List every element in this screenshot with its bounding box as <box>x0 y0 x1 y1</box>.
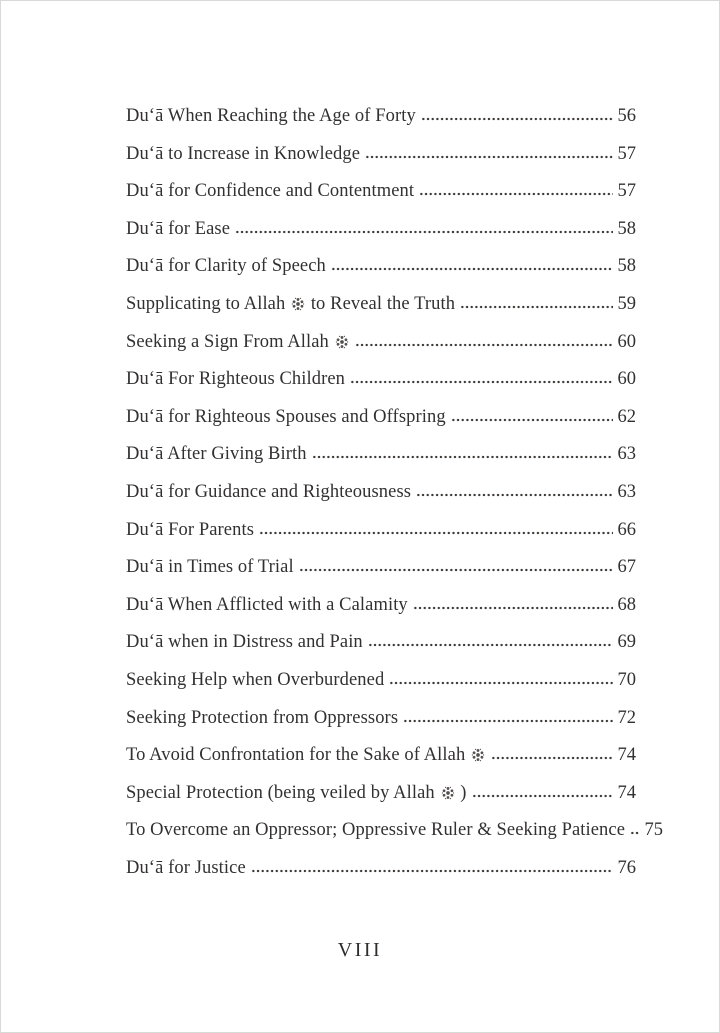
toc-entry <box>126 211 636 249</box>
toc-entry <box>126 136 636 174</box>
toc-entry <box>126 474 636 512</box>
toc-entry-page: 56 <box>617 106 636 126</box>
allah-honorific-icon <box>291 297 305 311</box>
toc-entry-title: Du‘ā when in Distress and Pain <box>126 632 363 653</box>
toc-entry-title: Seeking a Sign From Allah <box>126 324 350 362</box>
toc-entry-title: Du‘ā for Confidence and Contentment <box>126 181 415 202</box>
dot-leader <box>389 681 613 685</box>
dot-leader <box>299 568 613 572</box>
toc-entry-page: 66 <box>617 519 636 540</box>
toc-entry-page: 74 <box>617 782 636 803</box>
dot-leader <box>251 869 613 873</box>
toc-entry-title: Du‘ā When Reaching the Age of Forty <box>126 106 416 126</box>
toc-entry <box>126 324 636 362</box>
toc-entry-page: 75 <box>644 820 664 841</box>
toc-entry <box>126 737 636 775</box>
toc-entry <box>126 624 636 662</box>
toc-entry-title: Du‘ā After Giving Birth <box>126 444 307 465</box>
toc-entry-title: Du‘ā in Times of Trial <box>126 557 294 578</box>
toc-entry-title: Du‘ā to Increase in Knowledge <box>126 143 361 164</box>
page-number-footer: VIII <box>337 939 383 961</box>
allah-honorific-icon <box>471 748 485 762</box>
dot-leader <box>235 230 613 234</box>
toc-entry-title: Du‘ā For Parents <box>126 519 254 540</box>
dot-leader <box>259 531 613 535</box>
allah-honorific-icon <box>441 786 455 800</box>
toc-entry <box>126 700 636 738</box>
dot-leader <box>460 305 613 309</box>
toc-entry <box>126 587 636 625</box>
dot-leader <box>451 418 613 422</box>
toc-entry <box>126 361 636 399</box>
toc-entry-page: 60 <box>617 369 636 390</box>
toc-entry <box>126 399 636 437</box>
toc-entry-page: 57 <box>617 181 636 202</box>
toc-entry-title: Supplicating to Allah to Reveal the Truth <box>126 293 456 314</box>
dot-leader <box>630 831 640 835</box>
dot-leader <box>365 155 613 159</box>
toc-entry <box>126 775 636 813</box>
toc-entry-title: Du‘ā for Justice <box>126 857 246 878</box>
toc-entry-page: 68 <box>617 594 636 615</box>
allah-honorific-icon <box>335 335 349 349</box>
toc-entry <box>126 812 664 850</box>
toc-entry-title: Du‘ā for Righteous Spouses and Offspring <box>126 406 446 427</box>
dot-leader <box>472 794 614 798</box>
dot-leader <box>355 343 613 347</box>
toc-entry-page: 60 <box>617 331 636 352</box>
toc-entry-title: Du‘ā for Ease <box>126 218 231 239</box>
dot-leader <box>368 643 613 647</box>
toc-entry <box>126 549 636 587</box>
toc-entry-title: Du‘ā for Clarity of Speech <box>126 256 326 277</box>
toc-entry-title: To Avoid Confrontation for the Sake of Allah <box>126 737 486 775</box>
toc-entry-page: 70 <box>617 669 636 690</box>
toc-entry-title: Special Protection (being veiled by Allah ) <box>126 782 467 803</box>
dot-leader <box>421 117 613 121</box>
toc-entry-page: 59 <box>617 293 636 314</box>
toc-entry-page: 72 <box>617 707 636 728</box>
toc-entry-title: Du‘ā When Afflicted with a Calamity <box>126 594 408 615</box>
toc-entry <box>126 248 636 286</box>
toc-entry-title: Seeking Protection from Oppressors <box>126 707 399 728</box>
toc-entry <box>126 512 636 550</box>
toc-entry <box>126 98 636 136</box>
toc-entry <box>126 662 636 700</box>
toc-entry-page: 74 <box>617 745 636 766</box>
toc-entry <box>126 850 636 888</box>
toc-entry-title: Du‘ā for Guidance and Righteousness <box>126 481 412 502</box>
toc-entry-page: 58 <box>617 256 636 277</box>
toc-list <box>1 1 719 887</box>
dot-leader <box>419 192 613 196</box>
toc-entry-page: 62 <box>617 406 636 427</box>
dot-leader <box>491 756 613 760</box>
toc-entry <box>126 436 636 474</box>
toc-entry-page: 57 <box>617 143 636 164</box>
toc-entry-page: 58 <box>617 218 636 239</box>
toc-entry-page: 76 <box>617 857 636 878</box>
toc-entry-title: Seeking Help when Overburdened <box>126 669 385 690</box>
dot-leader <box>350 380 613 384</box>
dot-leader <box>416 493 613 497</box>
toc-entry-title: To Overcome an Oppressor; Oppressive Ruler & Seeking Patience <box>126 820 626 841</box>
toc-entry-page: 69 <box>617 632 636 653</box>
toc-entry-page: 63 <box>617 481 636 502</box>
toc-entry <box>126 173 636 211</box>
toc-entry-title: Du‘ā For Righteous Children <box>126 369 346 390</box>
toc-entry-page: 67 <box>617 557 636 578</box>
toc-entry <box>126 286 636 324</box>
dot-leader <box>331 267 613 271</box>
dot-leader <box>403 719 613 723</box>
toc-entry-page: 63 <box>617 444 636 465</box>
dot-leader <box>413 606 613 610</box>
dot-leader <box>312 455 613 459</box>
